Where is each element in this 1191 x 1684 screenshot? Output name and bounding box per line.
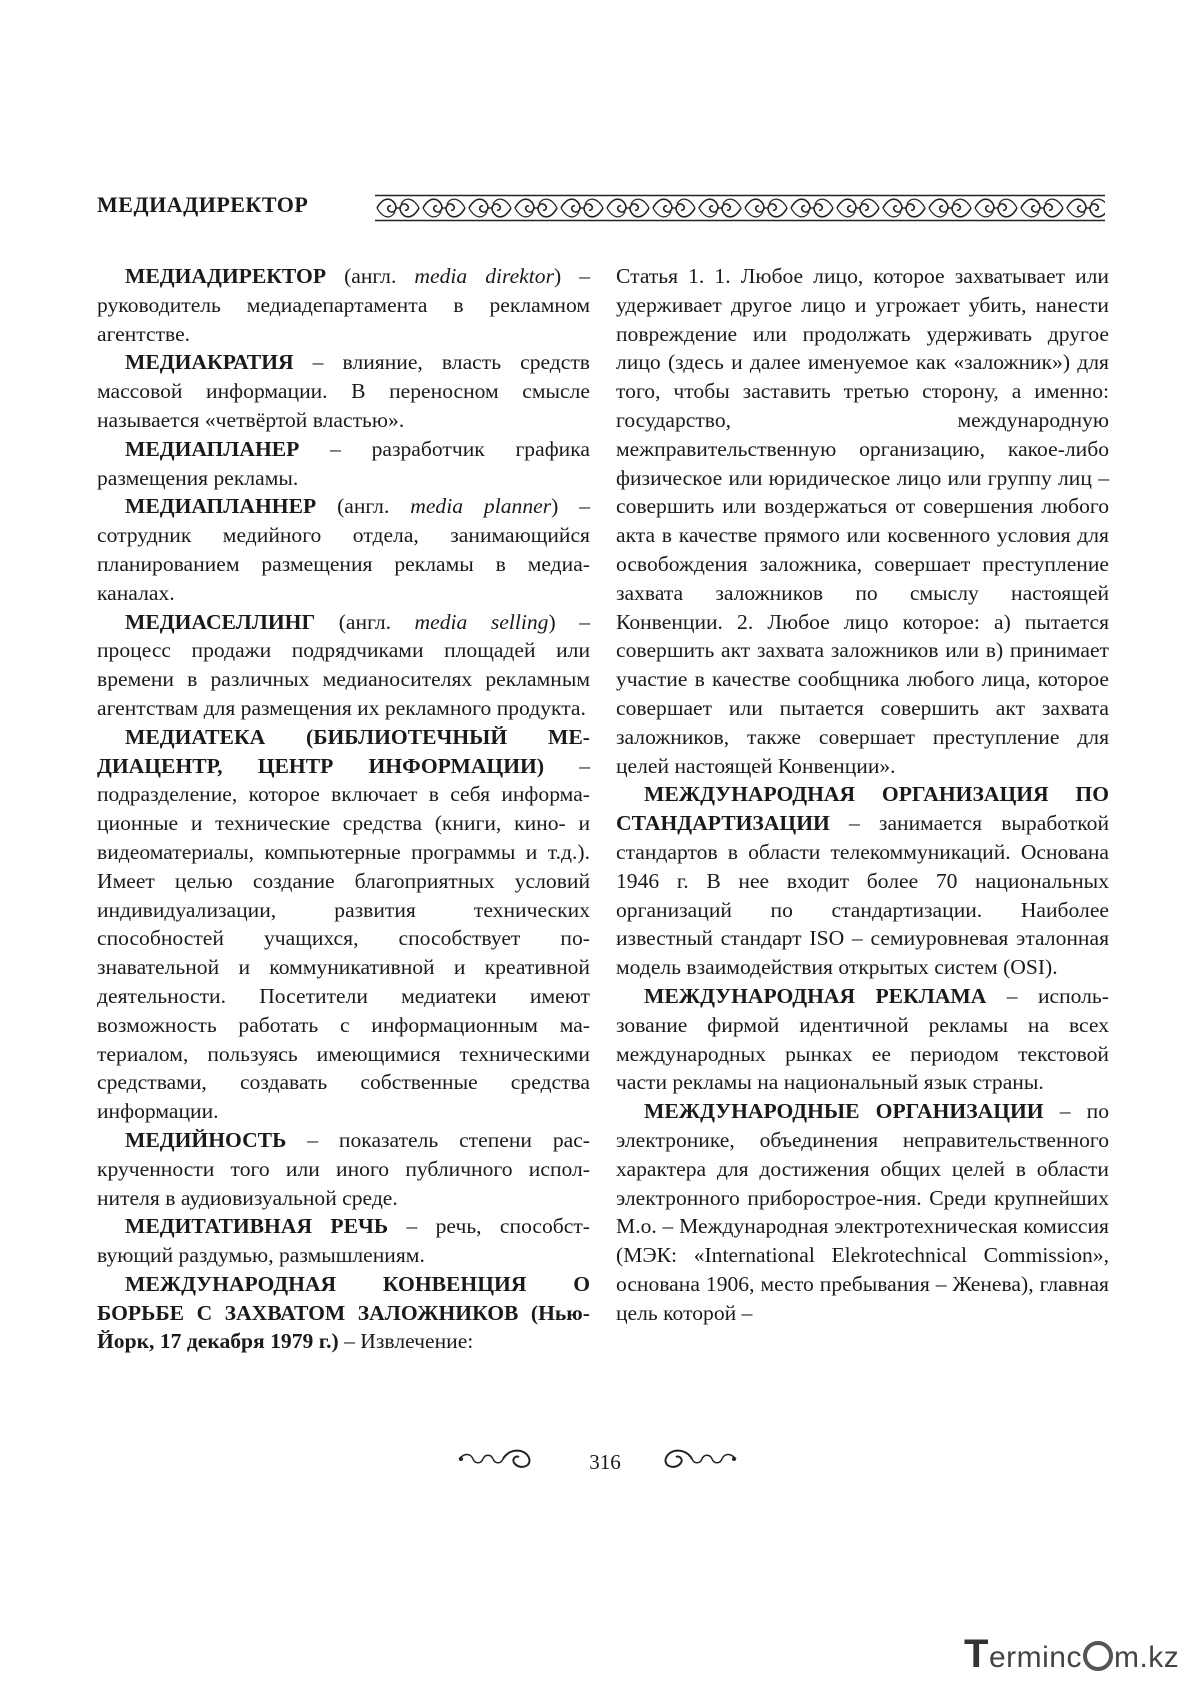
termincom-watermark-logo	[964, 1632, 1179, 1677]
entry-term: МЕДИАСЕЛЛИНГ	[125, 609, 316, 634]
entry-term: МЕДИТАТИВНАЯ РЕЧЬ	[125, 1214, 389, 1239]
entry-mediynost	[97, 1126, 590, 1212]
entry-term: МЕДИАТЕКА (БИБЛИОТЕЧНЫЙ МЕДИАЦЕНТР, ЦЕНТР ИНФОРМАЦИИ)	[97, 724, 590, 778]
entry-mediakratiya	[97, 348, 590, 434]
entry-mediaplaner	[97, 435, 590, 493]
entry-definition: – разработчик графика размещения рекламы.	[97, 436, 590, 490]
entry-konventsiya	[97, 1270, 590, 1356]
left-column	[97, 262, 590, 1356]
entry-continuation: Статья 1. 1. Любое лицо, которое захватывает или удерживает другое лицо и угрожает убить, нанести повреждение или продолжать удерживать другое лицо (здесь и далее именуемое как «заложник») для того, чтобы заставить третью сторону, а именно: государство, международную межправительственную организацию, какое-либо физическое или юридическое лицо или группу лиц – совершить или воздержаться от совершения любого акта в качестве прямого или косвенного условия для освобождения заложника, совершает преступление захвата заложников по смыслу настоящей Конвенции. 2. Любое лицо которое: а) пытается совершить акт захвата заложников или в) принимает участие в качестве сообщника любого лица, которое совершает или пытается совершить акт захвата заложников, также совершает преступление для целей настоящей Конвенции».	[616, 264, 1109, 778]
entry-term: МЕДИАКРАТИЯ	[125, 350, 294, 375]
entry-term: МЕЖДУНАРОДНАЯ КОНВЕНЦИЯ О БОРЬБЕ С ЗАХВАТОМ ЗАЛОЖНИКОВ (Нью-Йорк, 17 декабря 1979 г.)	[97, 1271, 590, 1354]
entry-mediaplanner	[97, 492, 590, 607]
entry-term: МЕЖДУНАРОДНАЯ ОРГАНИЗАЦИЯ ПО СТАНДАРТИЗАЦИИ	[616, 782, 1109, 836]
foreign-term: media direktor	[414, 264, 554, 288]
right-column	[616, 262, 1109, 1327]
running-header-title: МЕДИАДИРЕКТОР	[97, 192, 309, 217]
entry-mezhdunarodnye-organizatsii	[616, 1097, 1109, 1327]
entry-mediadirektor	[97, 262, 590, 348]
entry-definition: ) – руководитель медиадепартамента в рекламном агентстве.	[97, 264, 590, 346]
foreign-term: media planner	[410, 494, 552, 519]
entry-mediateka	[97, 723, 590, 1126]
entry-definition: – Извлечение:	[338, 1329, 474, 1354]
entry-text: (англ.	[315, 609, 415, 634]
entry-term: МЕЖДУНАРОДНАЯ РЕКЛАМА	[644, 983, 987, 1008]
entry-mezhdunarodnaya-reklama	[616, 982, 1109, 1097]
entry-iso	[616, 780, 1109, 982]
foreign-term: media selling	[414, 609, 549, 634]
footer-ornament-left-icon	[455, 1446, 535, 1472]
entry-definition: – речь, способствующий раздумью, размышлениям.	[97, 1214, 590, 1268]
entry-definition: – по электронике, объединения неправительственного характера для достижения общих целей в области электронного приборострое-ния. Среди крупнейших М.о. – Международная электротехническая комиссия (МЭК: «International Elekrotechnical Commission», основана 1906, место пребывания – Женева), главная цель которой –	[616, 1099, 1109, 1325]
entry-definition: – показатель степени раскрученности того или иного публичного исполнителя в аудиовизуальной среде.	[97, 1127, 590, 1210]
entry-mediaselling	[97, 608, 590, 723]
entry-meditativnaya-rech	[97, 1212, 590, 1270]
page-number: 316	[589, 1450, 621, 1474]
header-ornament-border	[375, 194, 1105, 222]
entry-definition: ) – сотрудник медийного отдела, занимающийся планированием размещения рекламы в медиаканалах.	[97, 494, 590, 605]
entry-term: МЕДИЙНОСТЬ	[125, 1127, 287, 1152]
entry-term: МЕДИАПЛАНЕР	[125, 436, 300, 461]
entry-text: (англ.	[326, 264, 415, 288]
entry-term: МЕДИАПЛАННЕР	[125, 494, 317, 519]
entry-definition: – влияние, власть средств массовой информации. В переносном смысле называется «четвёртой властью».	[97, 350, 590, 432]
entry-term: МЕДИАДИРЕКТОР	[125, 264, 327, 288]
watermark-text: erminc	[988, 1641, 1082, 1674]
entry-definition: – подразделение, которое включает в себя информационные и технические средства (книги, кино- и видеоматериалы, компьютерные программы и т.д.). Имеет целью создание благоприятных условий индивидуализации, развития технических способностей учащихся, способствует познавательной и коммуникативной и креативной деятельности. Посетители медиатеки имеют возможность работать с информационным материалом, пользуясь имеющимися техническими средствами, создавать собственные средства информации.	[97, 753, 590, 1124]
watermark-domain: m.kz	[1113, 1641, 1180, 1674]
entry-text: (англ.	[316, 494, 411, 519]
entry-definition: ) – процесс продажи подрядчиками площадей или времени в различных медианосителях рекламным агентствам для размещения их рекламного продукта.	[97, 609, 590, 720]
watermark-o-icon	[1083, 1641, 1113, 1671]
watermark-letter: T	[964, 1632, 989, 1676]
footer-ornament-right-icon	[660, 1446, 740, 1472]
entry-definition: – использование фирмой идентичной рекламы на всех международных рынках ее периодом текстовой части рекламы на национальный язык страны.	[616, 983, 1109, 1095]
entry-definition: – занимается выработкой стандартов в области телекоммуникаций. Основана 1946 г. В нее входит более 70 национальных организаций по стандартизации. Наиболее известный стандарт ISO – семиуровневая эталонная модель взаимодействия открытых систем (OSI).	[616, 811, 1109, 980]
entry-term: МЕЖДУНАРОДНЫЕ ОРГАНИЗАЦИИ	[644, 1099, 1044, 1124]
